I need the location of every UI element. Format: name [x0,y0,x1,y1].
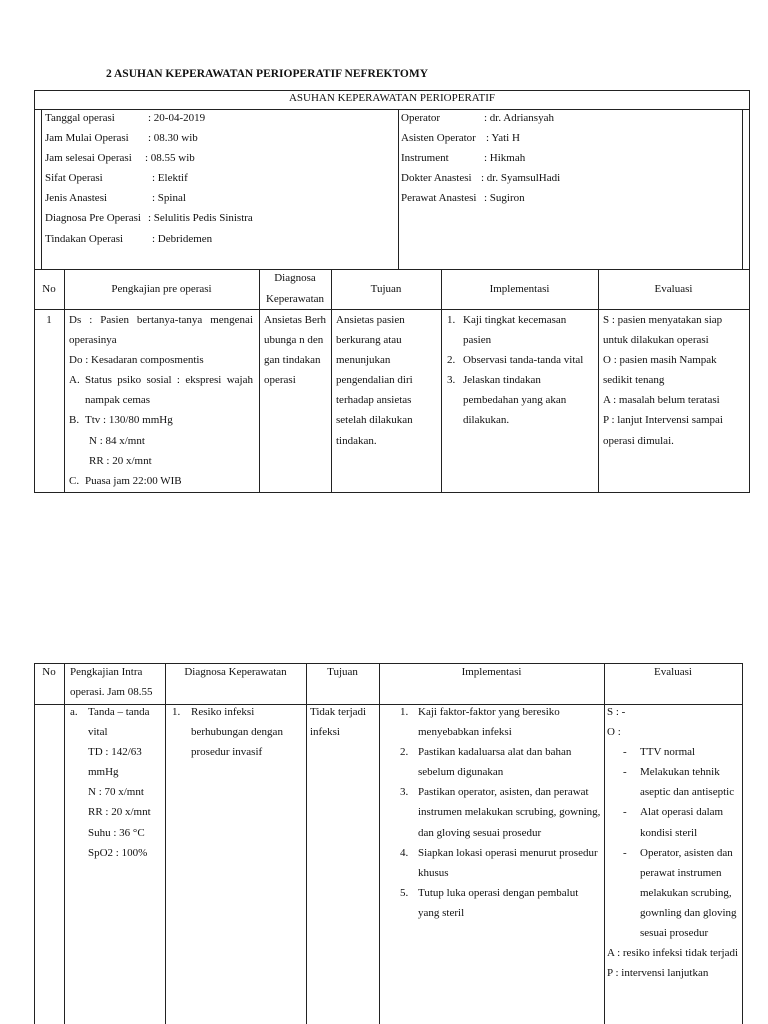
header-implementasi: Implementasi [461,666,522,678]
info-value: : Debridemen [152,233,213,245]
info-value: : dr. Adriansyah [484,112,554,124]
list-item: a. Tanda – tanda vital TD : 142/63 mmHg N : 70 x/mnt RR : 20 x/mnt Suhu : 36 °C SpO2 : 100% [70,706,151,859]
info-value: : dr. SyamsulHadi [481,172,561,184]
evaluasi-cell [603,310,746,451]
row-number: 1 [46,314,52,326]
info-label: Diagnosa Pre Operasi [45,212,141,224]
header-implementasi: Implementasi [489,283,550,295]
header-diagnosa: Diagnosa [274,272,316,284]
header-diagnosa: Keperawatan [265,293,325,305]
info-value: : 08.30 wib [148,132,198,144]
header-pengkajian: Pengkajian Intra [70,666,143,678]
list-item: - TTV normal [623,746,696,759]
evaluasi-s: S : pasien menyatakan siap untuk dilakukan operasi [603,314,723,347]
diagnosa-cell: Ansietas Berhubunga n dengan tindakan operasi [264,314,327,387]
info-label: Sifat Operasi [45,172,103,184]
header-no: No [42,283,56,295]
diagnosa-cell [172,702,302,762]
info-value: : Spinal [152,192,186,204]
list-item: 3. Jelaskan tindakan pembedahan yang akan dilakukan. [447,374,567,427]
tujuan-cell: Tidak terjadi infeksi [310,706,367,739]
info-label: Perawat Anastesi [401,192,477,204]
info-value: : 08.55 wib [145,152,195,164]
evaluasi-o: O : pasien masih Nampak sedikit tenang [603,354,717,387]
evaluasi-o: O : [607,726,621,739]
evaluasi-p: P : intervensi lanjutkan [607,967,709,980]
info-label: Dokter Anastesi [401,172,472,184]
info-label: Instrument [401,152,449,164]
section-heading: 2 ASUHAN KEPERAWATAN PERIOPERATIF NEFREKTOMY [106,68,429,80]
list-item: - Melakukan tehnik aseptic dan antiseptic [623,766,735,799]
info-label: Operator [401,112,441,124]
evaluasi-s: S : - [607,706,626,718]
list-item: 1. Kaji tingkat kecemasan pasien [447,314,567,347]
pengkajian-pre-cell [69,310,253,491]
list-item: 5. Tutup luka operasi dengan pembalut yang steril [400,886,579,919]
header-evaluasi: Evaluasi [654,666,692,678]
info-value: : Selulitis Pedis Sinistra [148,212,253,224]
evaluasi-p: P : lanjut Intervensi sampai operasi dimulai. [603,414,723,447]
evaluasi-a: A : masalah belum teratasi [603,394,720,407]
info-value: : Yati H [486,132,520,144]
info-label: Jam selesai Operasi [45,152,132,164]
subjective-data: Ds : Pasien bertanya-tanya mengenai operasinya [69,314,253,347]
header-evaluasi: Evaluasi [654,283,693,295]
implementasi-cell [447,310,595,431]
info-label: Asisten Operator [401,132,476,144]
list-item: 4. Siapkan lokasi operasi menurut prosedur khusus [400,846,598,879]
list-item: C. Puasa jam 22:00 WIB [69,474,182,487]
objective-data: Do : Kesadaran composmentis [69,354,204,367]
list-item: B. Ttv : 130/80 mmHg N : 84 x/mnt RR : 20 x/mnt [69,414,173,467]
header-tujuan: Tujuan [327,666,358,678]
info-value: : 20-04-2019 [148,112,206,124]
info-value: : Hikmah [484,152,526,164]
header-pengkajian: operasi. Jam 08.55 [70,686,153,698]
info-value: : Elektif [152,172,188,184]
evaluasi-cell [607,702,741,983]
header-no: No [42,666,56,678]
info-label: Jenis Anastesi [45,192,108,204]
list-item: - Alat operasi dalam kondisi steril [623,806,724,839]
list-item: A. Status psiko sosial : ekspresi wajah nampak cemas [69,374,253,407]
list-item: 3. Pastikan operator, asisten, dan perawat instrumen melakukan scrubing, gowning, dan gloving sesuai prosedur [400,786,601,839]
info-label: Tindakan Operasi [45,233,124,245]
list-item: 1. Kaji faktor-faktor yang beresiko menyebabkan infeksi [400,706,560,739]
header-pengkajian: Pengkajian pre operasi [111,283,212,295]
list-item: 1. Resiko infeksi berhubungan dengan prosedur invasif [172,706,283,759]
info-label: Jam Mulai Operasi [45,132,129,144]
info-label: Tanggal operasi [45,112,115,124]
header-diagnosa: Diagnosa Keperawatan [184,666,287,678]
vital-signs-cell [70,702,165,863]
list-item: 2. Pastikan kadaluarsa alat dan bahan sebelum digunakan [400,746,572,779]
list-item: - Operator, asisten dan perawat instrumen melakukan scrubing, gownling dan gloving sesuai prosedur [623,846,737,940]
implementasi-cell [400,702,602,923]
evaluasi-a: A : resiko infeksi tidak terjadi [607,947,739,960]
info-value: : Sugiron [484,192,525,204]
header-tujuan: Tujuan [370,283,402,295]
tujuan-cell: Ansietas pasien berkurang atau menunjukan pengendalian diri terhadap ansietas setelah dilakukan tindakan. [336,314,413,447]
table-title: ASUHAN KEPERAWATAN PERIOPERATIF [288,92,496,104]
list-item: 2. Observasi tanda-tanda vital [447,354,584,367]
